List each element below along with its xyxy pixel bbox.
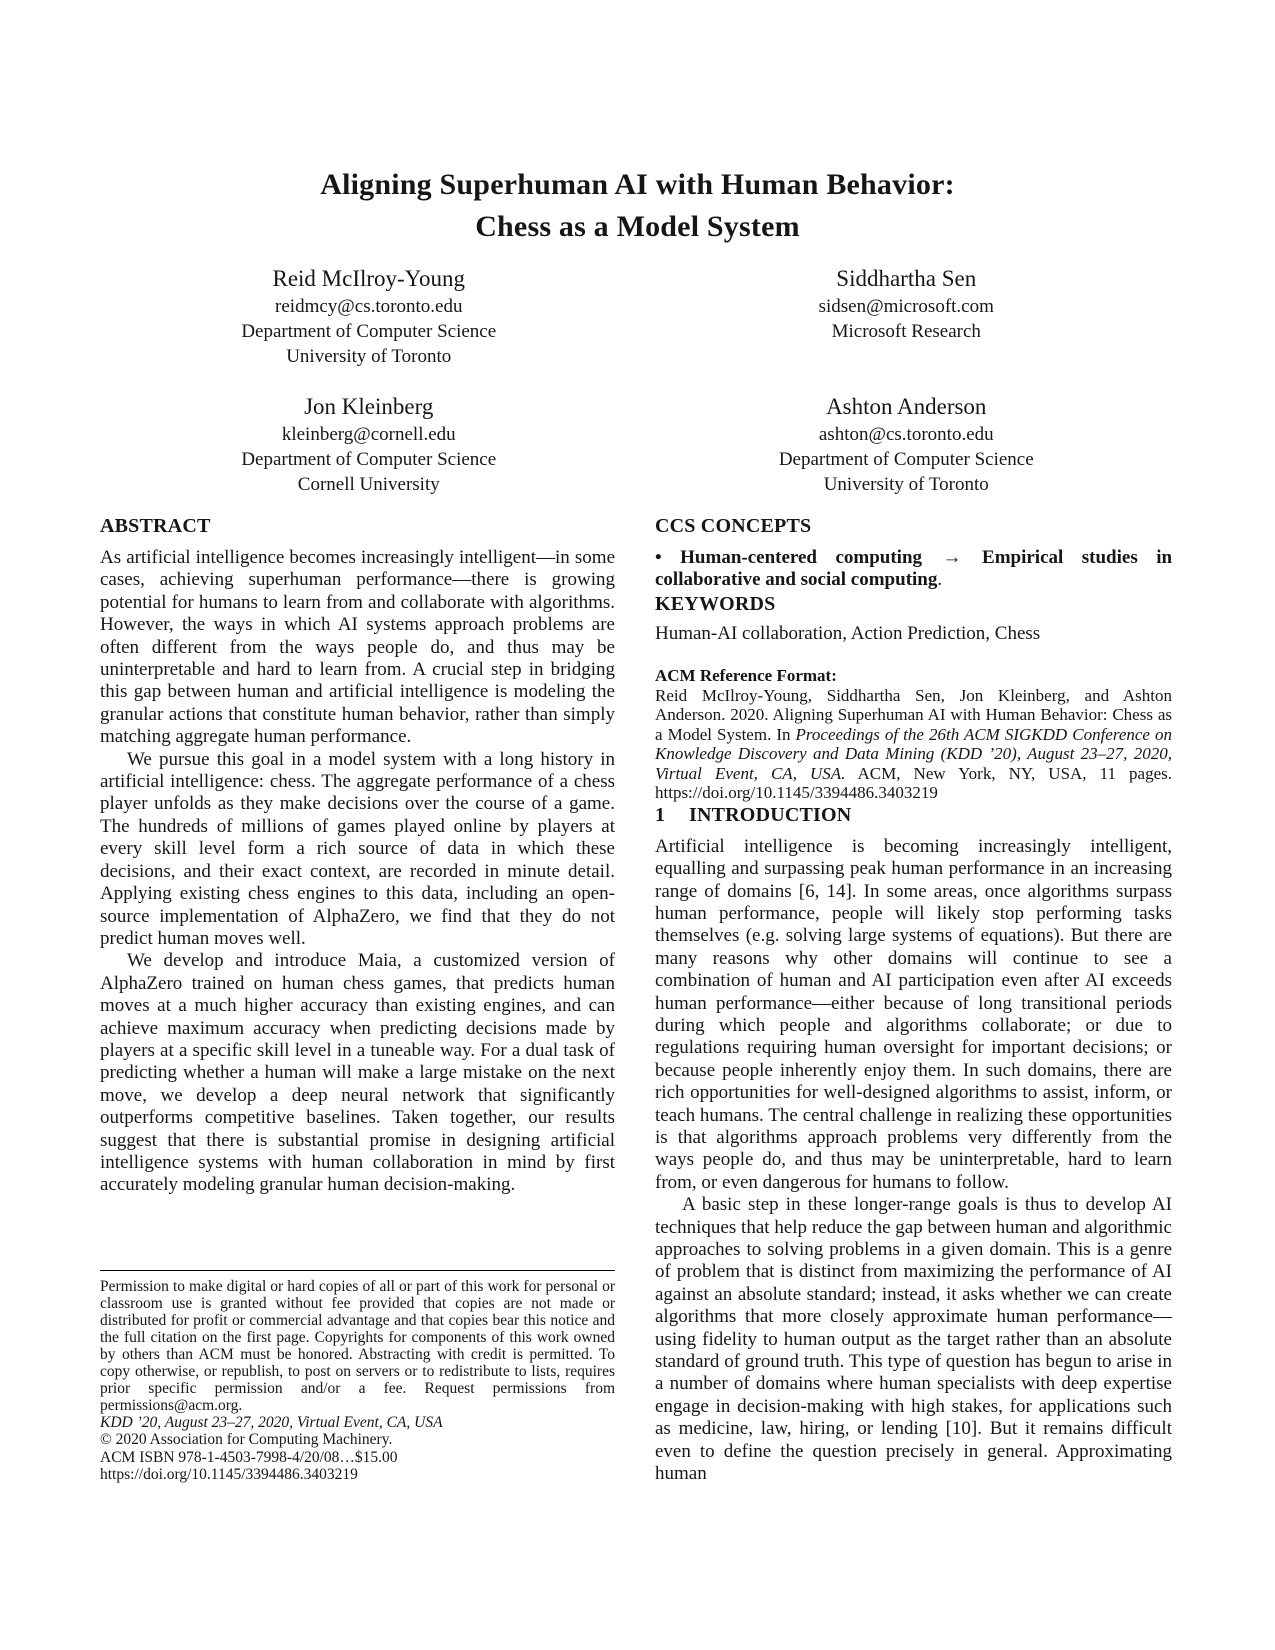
reference-plain-2: ACM, New York, NY, USA, 11 pages. https://doi.org/10.1145/3394486.3403219	[655, 763, 1172, 803]
author-email: kleinberg@cornell.edu	[281, 424, 456, 445]
author-name: Jon Kleinberg	[304, 394, 434, 419]
acm-reference-block	[655, 666, 1172, 803]
author-siddhartha-sen	[638, 263, 1176, 369]
author-reid-mcilroy-young	[100, 263, 638, 369]
right-column	[655, 514, 1172, 1486]
ccs-heading: CCS CONCEPTS	[655, 515, 812, 537]
footnote-rule	[100, 1270, 615, 1271]
author-name: Ashton Anderson	[826, 394, 987, 419]
author-org: Microsoft Research	[831, 321, 981, 342]
introduction-heading	[655, 803, 1172, 827]
abstract-paragraph-1: As artificial intelligence becomes increasingly intelligent—in some cases, achieving superhuman performance—there is growing potential for humans to learn from and collaborate with algorithms. However, the ways in which AI systems approach problems are often different from the ways people do, and thus may be uninterpretable and hard to learn from. A crucial step in bridging this gap between human and artificial intelligence is modeling the granular actions that constitute human behavior, rather than simply matching aggregate human performance.	[100, 547, 615, 748]
ccs-concept-text	[655, 547, 1172, 592]
author-org: University of Toronto	[286, 346, 452, 367]
abstract-heading: ABSTRACT	[100, 515, 211, 537]
author-dept: Department of Computer Science	[778, 449, 1034, 470]
reference-proceedings-italic: Proceedings of the 26th ACM SIGKDD Conference on Knowledge Discovery and Data Mining (KDD ’20), August 23–27, 2020, Virtual Event, CA, USA.	[655, 724, 1172, 783]
author-dept: Department of Computer Science	[241, 449, 497, 470]
section-title: INTRODUCTION	[689, 803, 852, 826]
author-grid	[100, 263, 1175, 497]
isbn-line: ACM ISBN 978-1-4503-7998-4/20/08…$15.00	[100, 1448, 398, 1466]
keywords-text: Human-AI collaboration, Action Prediction, Chess	[655, 622, 1041, 644]
right-arrow-glyph: →	[942, 547, 962, 568]
ccs-bullet: •	[655, 547, 662, 568]
keywords-heading: KEYWORDS	[655, 592, 776, 615]
author-name: Siddhartha Sen	[836, 266, 977, 291]
acm-reference-label: ACM Reference Format:	[655, 666, 837, 686]
title-line-1: Aligning Superhuman AI with Human Behavior:	[320, 168, 955, 201]
paper-title	[0, 164, 1275, 248]
author-email: sidsen@microsoft.com	[818, 296, 994, 317]
copyright-footnote	[100, 1270, 615, 1483]
author-email: ashton@cs.toronto.edu	[818, 424, 994, 445]
copyright-line: © 2020 Association for Computing Machinery.	[100, 1431, 393, 1449]
section-number: 1	[655, 803, 666, 826]
introduction-paragraph-1: Artificial intelligence is becoming increasingly intelligent, equalling and surpassing peak human performance in an increasing range of domains [6, 14]. In some areas, once algorithms surpass human performance, people will likely stop performing tasks themselves (e.g. solving large systems of equations). But there are many reasons why other domains will continue to see a combination of human and AI participation even after AI exceeds human performance—either because of long transitional periods during which people and algorithms collaborate; or due to regulations requiring human oversight for important decisions; or because people inherently enjoy them. In such domains, there are rich opportunities for well-designed algorithms to assist, inform, or teach humans. The central challenge in realizing these opportunities is that algorithms approach problems very differently from the ways people do, and thus may be uninterpretable, hard to learn from, or even dangerous for humans to follow.	[655, 835, 1172, 1193]
title-line-2: Chess as a Model System	[475, 210, 800, 243]
acm-reference-text	[655, 686, 1172, 803]
author-jon-kleinberg	[100, 391, 638, 497]
doi-line: https://doi.org/10.1145/3394486.3403219	[100, 1465, 358, 1483]
author-dept: Department of Computer Science	[241, 321, 497, 342]
conference-line: KDD ’20, August 23–27, 2020, Virtual Event, CA, USA	[100, 1414, 443, 1431]
author-email: reidmcy@cs.toronto.edu	[275, 296, 463, 317]
left-column	[100, 514, 615, 1197]
ccs-concept: Human-centered computing	[680, 547, 923, 568]
title-block	[0, 164, 1275, 248]
author-org: University of Toronto	[823, 474, 989, 495]
ccs-period: .	[937, 569, 943, 591]
permission-text: Permission to make digital or hard copies of all or part of this work for personal or classroom use is granted without fee provided that copies are not made or distributed for profit or commercial advantage and that copies bear this notice and the full citation on the first page. Copyrights for components of this work owned by others than ACM must be honored. Abstracting with credit is permitted. To copy otherwise, or republish, to post on servers or to redistribute to lists, requires prior specific permission and/or a fee. Request permissions from permissions@acm.org.	[100, 1278, 615, 1414]
author-name: Reid McIlroy-Young	[272, 266, 466, 291]
abstract-paragraph-3: We develop and introduce Maia, a customized version of AlphaZero trained on human chess games, that predicts human moves at a much higher accuracy than existing engines, and can achieve maximum accuracy when predicting decisions made by players at a specific skill level in a tuneable way. For a dual task of predicting whether a human will make a large mistake on the next move, we develop a deep neural network that significantly outperforms competitive baselines. Taken together, our results suggest that there is substantial promise in designing artificial intelligence systems with human collaboration in mind by first accurately modeling granular human decision-making.	[100, 950, 615, 1196]
abstract-paragraph-2: We pursue this goal in a model system with a long history in artificial intelligence: chess. The aggregate performance of a chess player unfolds as they make decisions over the course of a game. The hundreds of millions of games played online by players at every skill level form a rich source of data in which these decisions, and their exact context, are recorded in minute detail. Applying existing chess engines to this data, including an open-source implementation of AlphaZero, we find that they do not predict human moves well.	[100, 748, 615, 949]
author-org: Cornell University	[297, 474, 440, 495]
ccs-subconcept: Empirical studies in collaborative and social computing	[655, 547, 1173, 591]
introduction-paragraph-2: A basic step in these longer-range goals is thus to develop AI techniques that help reduce the gap between human and algorithmic approaches to solving problems in a given domain. This is a genre of problem that is distinct from maximizing the performance of AI against an absolute standard; instead, it asks whether we can create algorithms that more closely approximate human performance—using fidelity to human output as the target rather than an absolute standard of ground truth. This type of question has begun to arise in a number of domains where human specialists with deep expertise engage in decision-making with high stakes, for applications such as medicine, law, hiring, or lending [10]. But it remains difficult even to define the question precisely in general. Approximating human	[655, 1194, 1172, 1485]
reference-plain-1: Reid McIlroy-Young, Siddhartha Sen, Jon Kleinberg, and Ashton Anderson. 2020. Aligning Superhuman AI with Human Behavior: Chess as a Model System. In	[655, 685, 1172, 744]
author-ashton-anderson	[638, 391, 1176, 497]
